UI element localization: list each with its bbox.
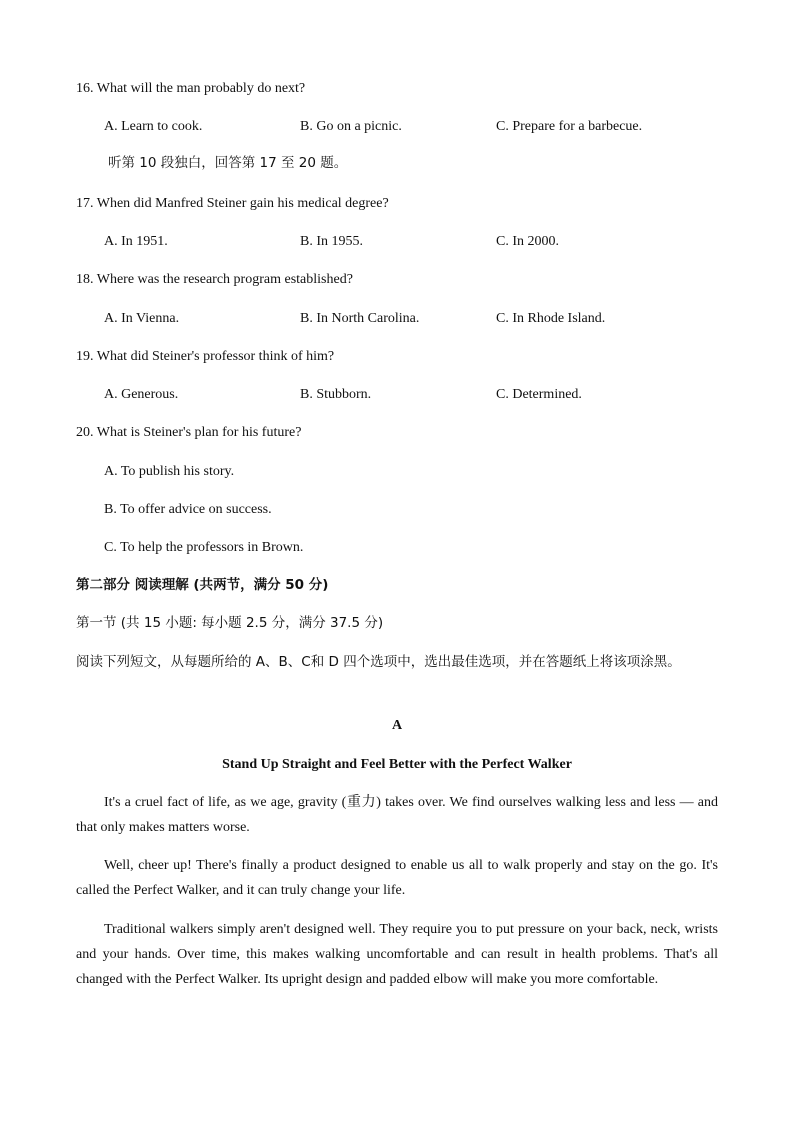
option-b[interactable]: B. In 1955. (300, 234, 363, 249)
option-b[interactable]: B. Stubborn. (300, 387, 372, 402)
reading-instruction: 阅读下列短文，从每题所给的 A、B、C和 D 四个选项中，选出最佳选项，并在答题纸上将该项涂黑。 (76, 654, 681, 670)
question-18-stem: 18. Where was the research program established? (76, 272, 353, 287)
option-a[interactable]: A. Generous. (104, 387, 179, 402)
passage-letter: A (391, 718, 403, 733)
option-c[interactable]: C. In Rhode Island. (496, 311, 606, 326)
option-b[interactable]: B. To offer advice on success. (104, 502, 272, 517)
option-b[interactable]: B. In North Carolina. (300, 311, 420, 326)
question-17-stem: 17. When did Manfred Steiner gain his medical degree? (76, 196, 389, 211)
question-19-stem: 19. What did Steiner's professor think of him? (76, 349, 335, 364)
listening-instruction: 听第 10 段独白，回答第 17 至 20 题。 (108, 155, 348, 171)
passage-paragraph-2: Well, cheer up! There's finally a product designed to enable us all to walk properly and stay on the go. It's called the Perfect Walker, and it can truly change your life. (76, 858, 718, 898)
option-c[interactable]: C. In 2000. (496, 234, 559, 249)
part2-heading: 第二部分 阅读理解 (共两节，满分 50 分) (76, 577, 329, 593)
question-16-stem: 16. What will the man probably do next? (76, 81, 306, 96)
section1-heading: 第一节 (共 15 小题: 每小题 2.5 分，满分 37.5 分) (76, 615, 384, 631)
option-c[interactable]: C. Prepare for a barbecue. (496, 119, 643, 134)
option-a[interactable]: A. Learn to cook. (104, 119, 203, 134)
question-20-stem: 20. What is Steiner's plan for his future? (76, 425, 302, 440)
option-c[interactable]: C. Determined. (496, 387, 582, 402)
passage-title: Stand Up Straight and Feel Better with the Perfect Walker (222, 757, 572, 772)
option-a[interactable]: A. In Vienna. (104, 311, 180, 326)
passage-paragraph-3: Traditional walkers simply aren't designed well. They require you to put pressure on your back, neck, wrists and your hands. Over time, this makes walking uncomfortable and can result in health problems. That's all changed with the Perfect Walker. Its upright design and padded elbow will make you more comfortable. (76, 922, 718, 987)
option-b[interactable]: B. Go on a picnic. (300, 119, 402, 134)
option-a[interactable]: A. To publish his story. (104, 464, 235, 479)
passage-paragraph-1: It's a cruel fact of life, as we age, gravity (重力) takes over. We find ourselves walking less and less — and that only makes matters worse. (76, 795, 718, 835)
option-a[interactable]: A. In 1951. (104, 234, 168, 249)
option-c[interactable]: C. To help the professors in Brown. (104, 540, 304, 555)
